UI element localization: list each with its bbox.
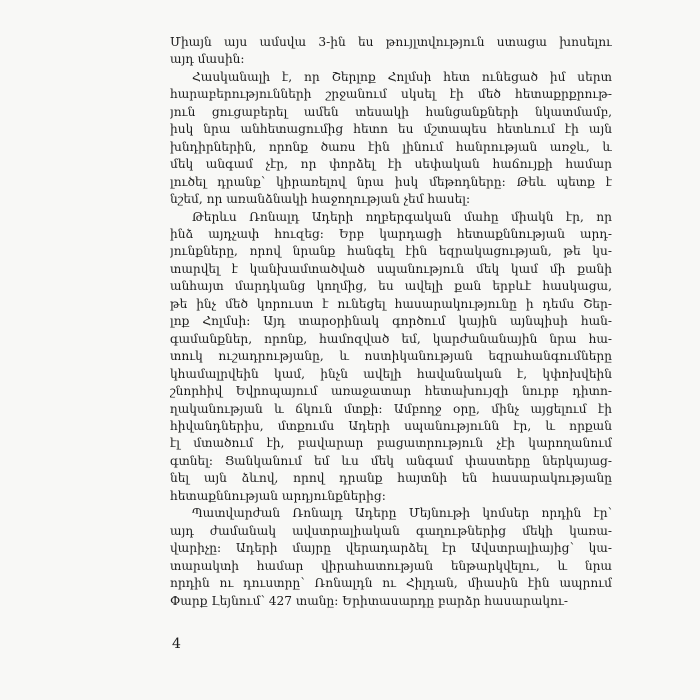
text-line: իսկ նրա անհետացումից հետո ես մշտապես հետևում էի այն bbox=[170, 122, 612, 137]
text-line: յունքները, որով նրանք հանգել էին եզրակացության, թե կս- bbox=[170, 244, 612, 259]
text-line: այդ ժամանակ ավստրալիական գաղութներից մեկի կառա- bbox=[170, 523, 612, 538]
text-line: խնդիրներին, որոնք ծառս էին լինում հանրության առջև, և bbox=[170, 139, 612, 154]
text-line: գտնել: Ցանկանում եմ ևս մեկ անգամ փաստերը ներկայաց- bbox=[170, 453, 612, 468]
text-line: որդին ու դուստրը՝ Ռոնալդն ու Հիլդան, միասին էին ապրում bbox=[170, 576, 612, 591]
body-text bbox=[170, 34, 612, 610]
text-line: հիվանդներիս, մտքումս Ադերի սպանությունն էր, և որքան bbox=[170, 418, 612, 433]
text-line: վարիչը: Ադերի մայրը վերադարձել էր Ավստրալիայից՝ կա- bbox=[170, 541, 612, 556]
text-line: տարվել է կանխամտածված սպանություն մեկ կամ մի քանի bbox=[170, 261, 612, 276]
text-line: ղականության և ճկուն մտքի: Ամբողջ օրը, մինչ այցելում էի bbox=[170, 401, 612, 416]
text-line: շնորհիվ Եվրոպայում առաջատար հետախույզի նուրբ դիտո- bbox=[170, 384, 612, 399]
paragraph bbox=[170, 209, 612, 506]
text-line: հարաբերությունների շրջանում սկսել էի մեծ հետաքրքրութ- bbox=[170, 87, 612, 102]
paragraph bbox=[170, 505, 612, 610]
text-line: տուկ ուշադրությանը, և ոստիկանության եզրահանգումները bbox=[170, 349, 612, 364]
text-line: Թերևս Ռոնալդ Ադերի ողբերգական մահը միակն էր, որ bbox=[192, 209, 612, 224]
text-line: լուծել դրանք՝ կիրառելով նրա իսկ մեթոդները: Թեև պետք է bbox=[170, 174, 612, 189]
paragraph bbox=[170, 34, 612, 69]
text-line: թե ինչ մեծ կորուստ է ունեցել հասարակությունը ի դեմս Շեր- bbox=[170, 296, 612, 311]
text-line: յուն ցուցաբերել ամեն տեսակի հանցանքների նկատմամբ, bbox=[170, 104, 612, 119]
text-line: այդ մասին: bbox=[170, 52, 245, 67]
text-line: Պատվարժան Ռոնալդ Ադերը Մեյնութի կոմսեր որդին էր՝ bbox=[192, 506, 612, 521]
text-line: Հասկանալի է, որ Շերլոք Հոլմսի հետ ունեցած իմ սերտ bbox=[192, 69, 612, 84]
text-line: մեկ անգամ չէր, որ փորձել էի սեփական հաճույքի համար bbox=[170, 157, 612, 172]
text-line: Միայն այս ամսվա 3-ին ես թույլտվություն ստացա խոսելու bbox=[170, 35, 612, 49]
text-line: ինձ այդչափ հուզեց: Երբ կարդացի հետաքննության արդ- bbox=[170, 226, 612, 241]
text-line: հետաքննության արդյունքներից: bbox=[170, 488, 386, 503]
page-number: 4 bbox=[172, 636, 181, 652]
text-line: Փարք Լեյնում՝ 427 տանը: Երիտասարդը բարձր հասարակու- bbox=[170, 593, 568, 608]
text-line: գամանքներ, որոնք, համոզված եմ, կարժանանային նրա հա- bbox=[170, 331, 612, 346]
text-line: լոք Հոլմսի: Այդ տարօրինակ գործում կային այնպիսի հան- bbox=[170, 314, 612, 329]
text-line: կհամալրվեին կամ, ինչն ավելի հավանական է, կփոխվեին bbox=[170, 366, 612, 381]
text-line: տարակտի համար վիրահատության ենթարկվելու, և նրա bbox=[170, 558, 612, 573]
text-line: նել այն ձևով, որով դրանք հայտնի են հասարակությանը bbox=[170, 471, 612, 486]
text-line: անհայտ մարդկանց կողմից, ես ավելի քան երբևէ հասկացա, bbox=[170, 279, 612, 294]
text-line: էլ մտածում էի, բավարար բացատրություն չէի կարողանում bbox=[170, 436, 612, 451]
text-line: նշեմ, որ առանձնակի հաջողության չեմ հասել: bbox=[170, 192, 471, 207]
paragraph bbox=[170, 69, 612, 209]
